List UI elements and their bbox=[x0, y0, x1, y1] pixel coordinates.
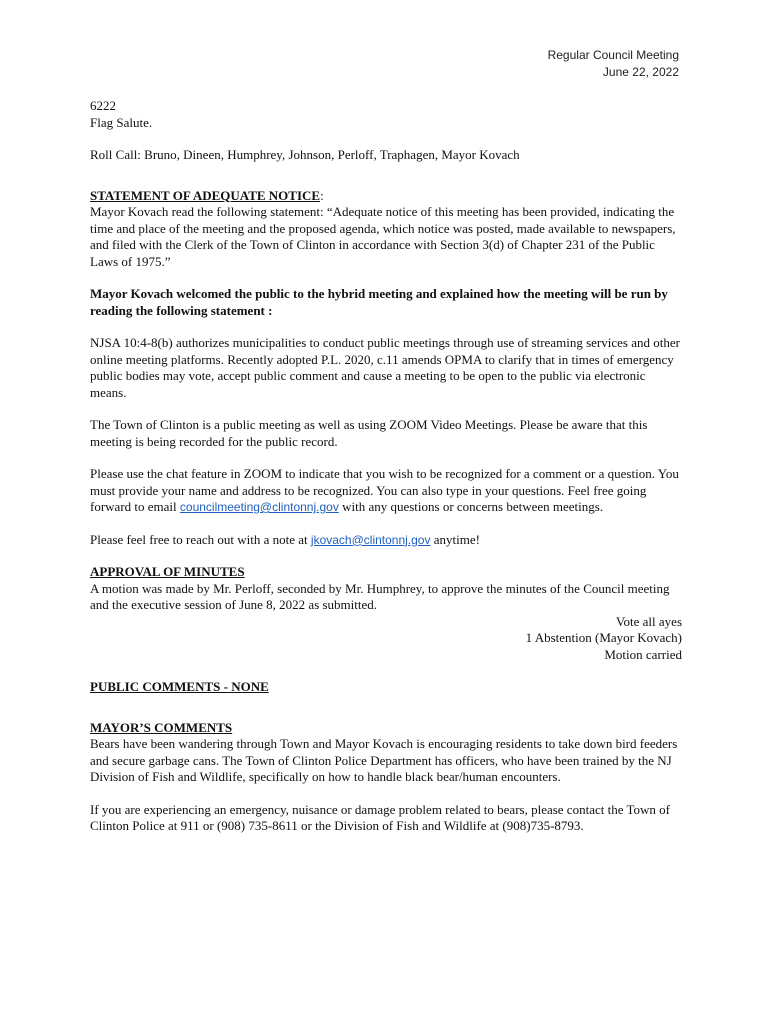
mayor-comments-heading: MAYOR’S COMMENTS bbox=[90, 719, 233, 735]
njsa-paragraph: NJSA 10:4-8(b) authorizes municipalities to conduct public meetings through use of streaming services and other online meeting platforms. Recently adopted P.L. 2020, c.11 amends OPMA to clarify that in times of emergency public bodies may vote, accept public comment and cause a meeting to be open to the public via electronic means. bbox=[90, 335, 680, 400]
approval-minutes-text: A motion was made by Mr. Perloff, seconded by Mr. Humphrey, to approve the minutes of the Council meeting and the executive session of June 8, 2022 as submitted. bbox=[90, 580, 670, 612]
public-comments-heading: PUBLIC COMMENTS - NONE bbox=[90, 679, 269, 694]
reach-out-paragraph bbox=[90, 532, 682, 549]
reach-text-after: anytime! bbox=[430, 531, 480, 547]
reach-text-before: Please feel free to reach out with a note at bbox=[90, 531, 311, 547]
hybrid-intro: Mayor Kovach welcomed the public to the hybrid meeting and explained how the meeting will be run by reading the following statement : bbox=[90, 286, 668, 318]
page-header bbox=[548, 47, 679, 81]
vote-result: Vote all ayes bbox=[615, 613, 682, 629]
emergency-paragraph: If you are experiencing an emergency, nuisance or damage problem related to bears, please contact the Town of Clinton Police at 911 or (908) 735-8611 or the Division of Fish and Wildlife at (908)735-8793. bbox=[90, 801, 670, 833]
bears-paragraph: Bears have been wandering through Town and Mayor Kovach is encouraging residents to take down bird feeders and secure garbage cans. The Town of Clinton Police Department has officers, who have been trained by the NJ Division of Fish and Wildlife, specifically on how to handle black bear/human encounters. bbox=[90, 736, 678, 784]
meeting-date: June 22, 2022 bbox=[602, 65, 679, 79]
approval-minutes-heading: APPROVAL OF MINUTES bbox=[90, 564, 245, 579]
minutes-number: 6222 bbox=[90, 98, 116, 113]
meeting-type: Regular Council Meeting bbox=[547, 48, 679, 62]
document-body bbox=[90, 98, 682, 835]
mayor-email-link[interactable]: jkovach@clintonnj.gov bbox=[310, 532, 431, 547]
notice-heading-colon: : bbox=[320, 187, 324, 203]
chat-text-before: Please use the chat feature in ZOOM to indicate that you wish to be recognized for a comment or a question. You must provide your name and address to be recognized. You can also type in your questions. Feel free going forward to email bbox=[90, 466, 679, 514]
motion-result: Motion carried bbox=[604, 646, 682, 662]
notice-text: Mayor Kovach read the following statement: “Adequate notice of this meeting has been provided, indicating the time and place of the meeting and the proposed agenda, which notice was posted, made available to newspapers, and filed with the Clerk of the Town of Clinton in accordance with Section 3(d) of Chapter 231 of the Public Laws of 1975.” bbox=[90, 204, 676, 269]
council-email-link[interactable]: councilmeeting@clintonnj.gov bbox=[179, 500, 339, 514]
chat-text-after: with any questions or concerns between meetings. bbox=[338, 499, 604, 514]
notice-heading-line bbox=[90, 188, 682, 205]
roll-call: Roll Call: Bruno, Dineen, Humphrey, Johnson, Perloff, Traphagen, Mayor Kovach bbox=[90, 147, 520, 162]
flag-salute: Flag Salute. bbox=[90, 114, 153, 130]
zoom-paragraph: The Town of Clinton is a public meeting as well as using ZOOM Video Meetings. Please be aware that this meeting is being recorded for the public record. bbox=[90, 417, 648, 449]
notice-heading: STATEMENT OF ADEQUATE NOTICE bbox=[90, 187, 321, 203]
abstention-note: 1 Abstention (Mayor Kovach) bbox=[525, 630, 682, 645]
chat-paragraph bbox=[90, 466, 682, 516]
